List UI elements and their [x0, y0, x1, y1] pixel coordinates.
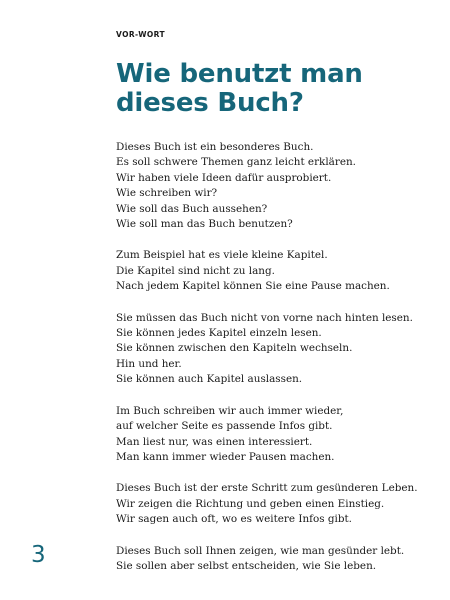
text-line: Dieses Buch ist ein besonderes Buch.	[116, 141, 314, 153]
text-line: Nach jedem Kapitel können Sie eine Pause machen.	[116, 280, 390, 293]
text-line: Sie können zwischen den Kapiteln wechseln.	[116, 342, 353, 355]
page-number: 3	[31, 542, 46, 568]
text-line: Man liest nur, was einen interessiert.	[116, 435, 313, 448]
paragraph	[116, 140, 436, 232]
text-line: Die Kapitel sind nicht zu lang.	[116, 264, 275, 277]
page-title-line: dieses Buch?	[116, 88, 304, 118]
body-text	[116, 140, 436, 590]
paragraph	[116, 311, 436, 388]
page-title-line: Wie benutzt man	[116, 59, 363, 89]
text-line: Wir haben viele Ideen dafür ausprobiert.	[116, 171, 332, 184]
text-line: Wie soll das Buch aussehen?	[116, 202, 268, 215]
text-line: Sie müssen das Buch nicht von vorne nach hinten lesen.	[116, 311, 413, 324]
text-line: Sie können jedes Kapitel einzeln lesen.	[116, 327, 322, 340]
text-line: Man kann immer wieder Pausen machen.	[116, 450, 335, 463]
text-line: auf welcher Seite es passende Infos gibt.	[116, 420, 333, 433]
text-line: Wir zeigen die Richtung und geben einen Einstieg.	[116, 497, 385, 510]
text-line: Sie können auch Kapitel auslassen.	[116, 373, 303, 386]
text-line: Hin und her.	[116, 357, 182, 370]
text-line: Wie schreiben wir?	[116, 187, 218, 200]
text-line: Es soll schwere Themen ganz leicht erklären.	[116, 156, 356, 169]
text-line: Im Buch schreiben wir auch immer wieder,	[116, 404, 344, 417]
text-line: Dieses Buch soll Ihnen zeigen, wie man gesünder lebt.	[116, 544, 405, 557]
paragraph	[116, 544, 436, 575]
paragraph	[116, 404, 436, 466]
text-line: Dieses Buch ist der erste Schritt zum gesünderen Leben.	[116, 482, 418, 495]
text-line: Wir sagen auch oft, wo es weitere Infos gibt.	[116, 513, 352, 526]
text-line: Wie soll man das Buch benutzen?	[116, 218, 293, 231]
text-line: Zum Beispiel hat es viele kleine Kapitel.	[116, 249, 328, 262]
paragraph	[116, 248, 436, 294]
text-line: Sie sollen aber selbst entscheiden, wie Sie leben.	[116, 559, 377, 572]
page-title	[116, 60, 363, 118]
section-label: VOR-WORT	[116, 30, 166, 39]
paragraph	[116, 481, 436, 527]
